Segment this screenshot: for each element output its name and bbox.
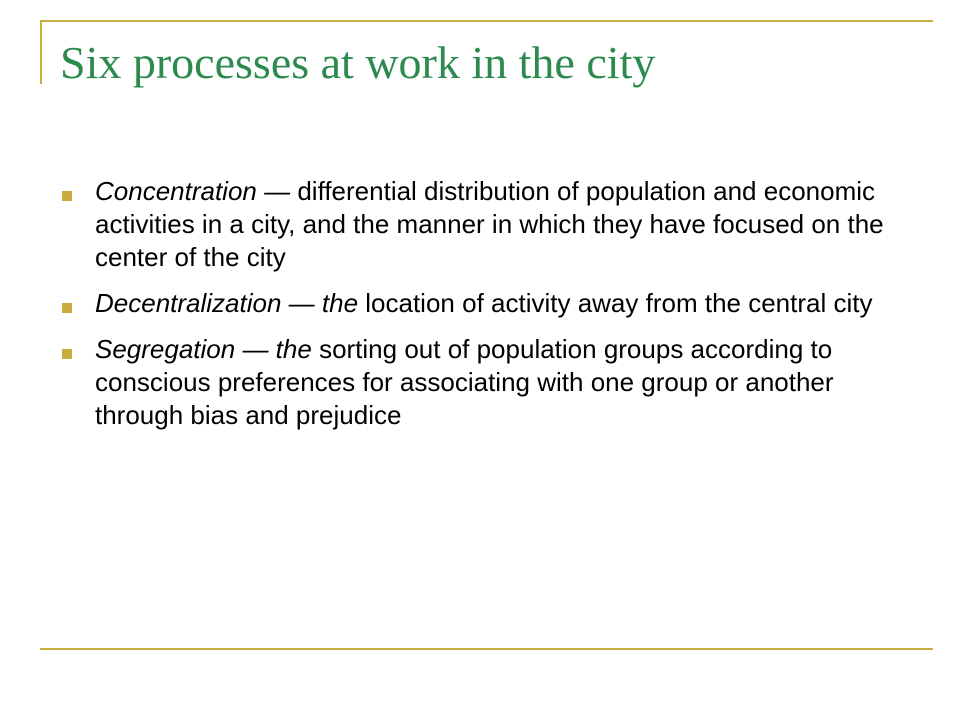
bullet-item-concentration: [60, 175, 895, 274]
top-rule: [40, 20, 933, 22]
square-bullet-icon: [62, 349, 72, 359]
square-bullet-icon: [62, 191, 72, 201]
bullet-term: Concentration: [95, 176, 257, 206]
bullet-list: [60, 175, 895, 445]
bullet-item-decentralization: [60, 287, 895, 320]
bullet-lead: — the: [235, 334, 320, 364]
slide-title: Six processes at work in the city: [60, 37, 656, 88]
bottom-rule: [40, 648, 933, 650]
bullet-term: Decentralization: [95, 288, 282, 318]
bullet-definition: location of activity away from the central city: [365, 288, 873, 318]
bullet-definition: sorting out of population groups according to conscious preferences for associating with one group or another through bias and prejudice: [95, 334, 834, 430]
bullet-lead: —: [256, 176, 298, 206]
bullet-term: Segregation: [95, 334, 236, 364]
bullet-item-segregation: [60, 333, 895, 432]
bullet-lead: — the: [281, 288, 366, 318]
square-bullet-icon: [62, 303, 72, 313]
left-rule: [40, 20, 42, 84]
bullet-definition: differential distribution of population and economic activities in a city, and the manner in which they have focused on the center of the city: [95, 176, 884, 272]
